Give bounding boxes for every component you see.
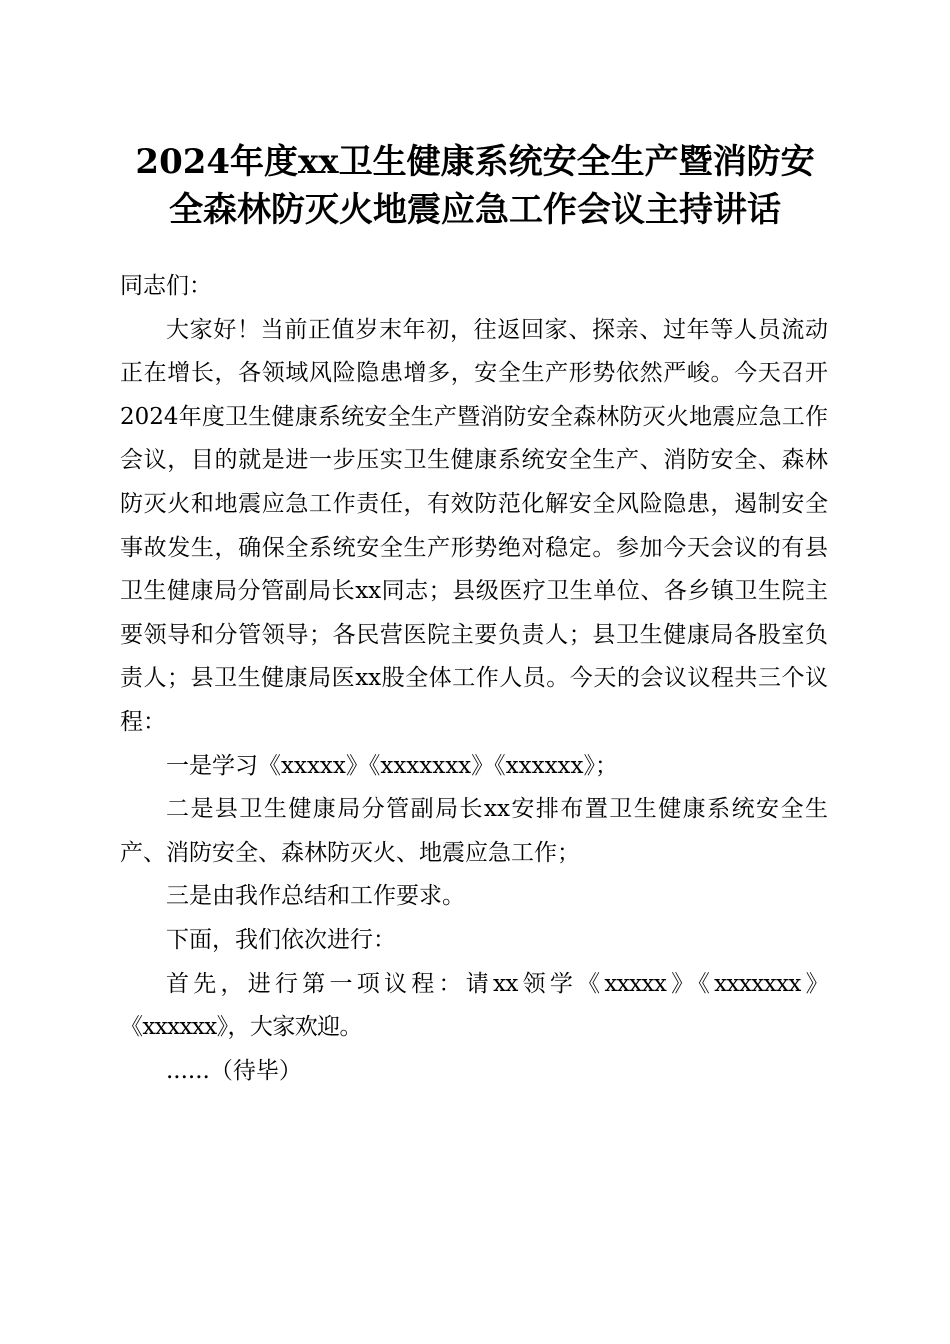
- first-agenda-paragraph: 首先，进行第一项议程：请xx领学《xxxxx》《xxxxxxx》《xxxxxx》，大家欢迎。: [120, 970, 828, 1041]
- opening-paragraph: 大家好！当前正值岁末年初，往返回家、探亲、过年等人员流动正在增长，各领域风险隐患增多，安全生产形势依然严峻。今天召开2024年度卫生健康系统安全生产暨消防安全森林防灭火地震应急工作会议，目的就是进一步压实卫生健康系统安全生产、消防安全、森林防灭火和地震应急工作责任，有效防范化解安全风险隐患，遏制安全事故发生，确保全系统安全生产形势绝对稳定。参加今天会议的有县卫生健康局分管副局长xx同志；县级医疗卫生单位、各乡镇卫生院主要领导和分管领导；各民营医院主要负责人；县卫生健康局各股室负责人；县卫生健康局医xx股全体工作人员。今天的会议议程共三个议程：: [120, 316, 828, 735]
- transition-paragraph: 下面，我们依次进行：: [166, 926, 396, 953]
- closing-ellipsis: ......（待毕）: [166, 1057, 302, 1084]
- document-body: [120, 265, 828, 1093]
- title-line-2: 全森林防灭火地震应急工作会议主持讲话: [169, 190, 781, 230]
- title-line-1: 2024年度xx卫生健康系统安全生产暨消防安: [135, 142, 815, 182]
- agenda-item-3: 三是由我作总结和工作要求。: [166, 883, 465, 910]
- salutation: 同志们：: [120, 273, 212, 299]
- agenda-item-2: 二是县卫生健康局分管副局长xx安排布置卫生健康系统安全生产、消防安全、森林防灭火、地震应急工作；: [120, 796, 828, 866]
- agenda-item-1: 一是学习《xxxxx》《xxxxxxx》《xxxxxx》；: [166, 752, 618, 779]
- document-title: [118, 138, 832, 234]
